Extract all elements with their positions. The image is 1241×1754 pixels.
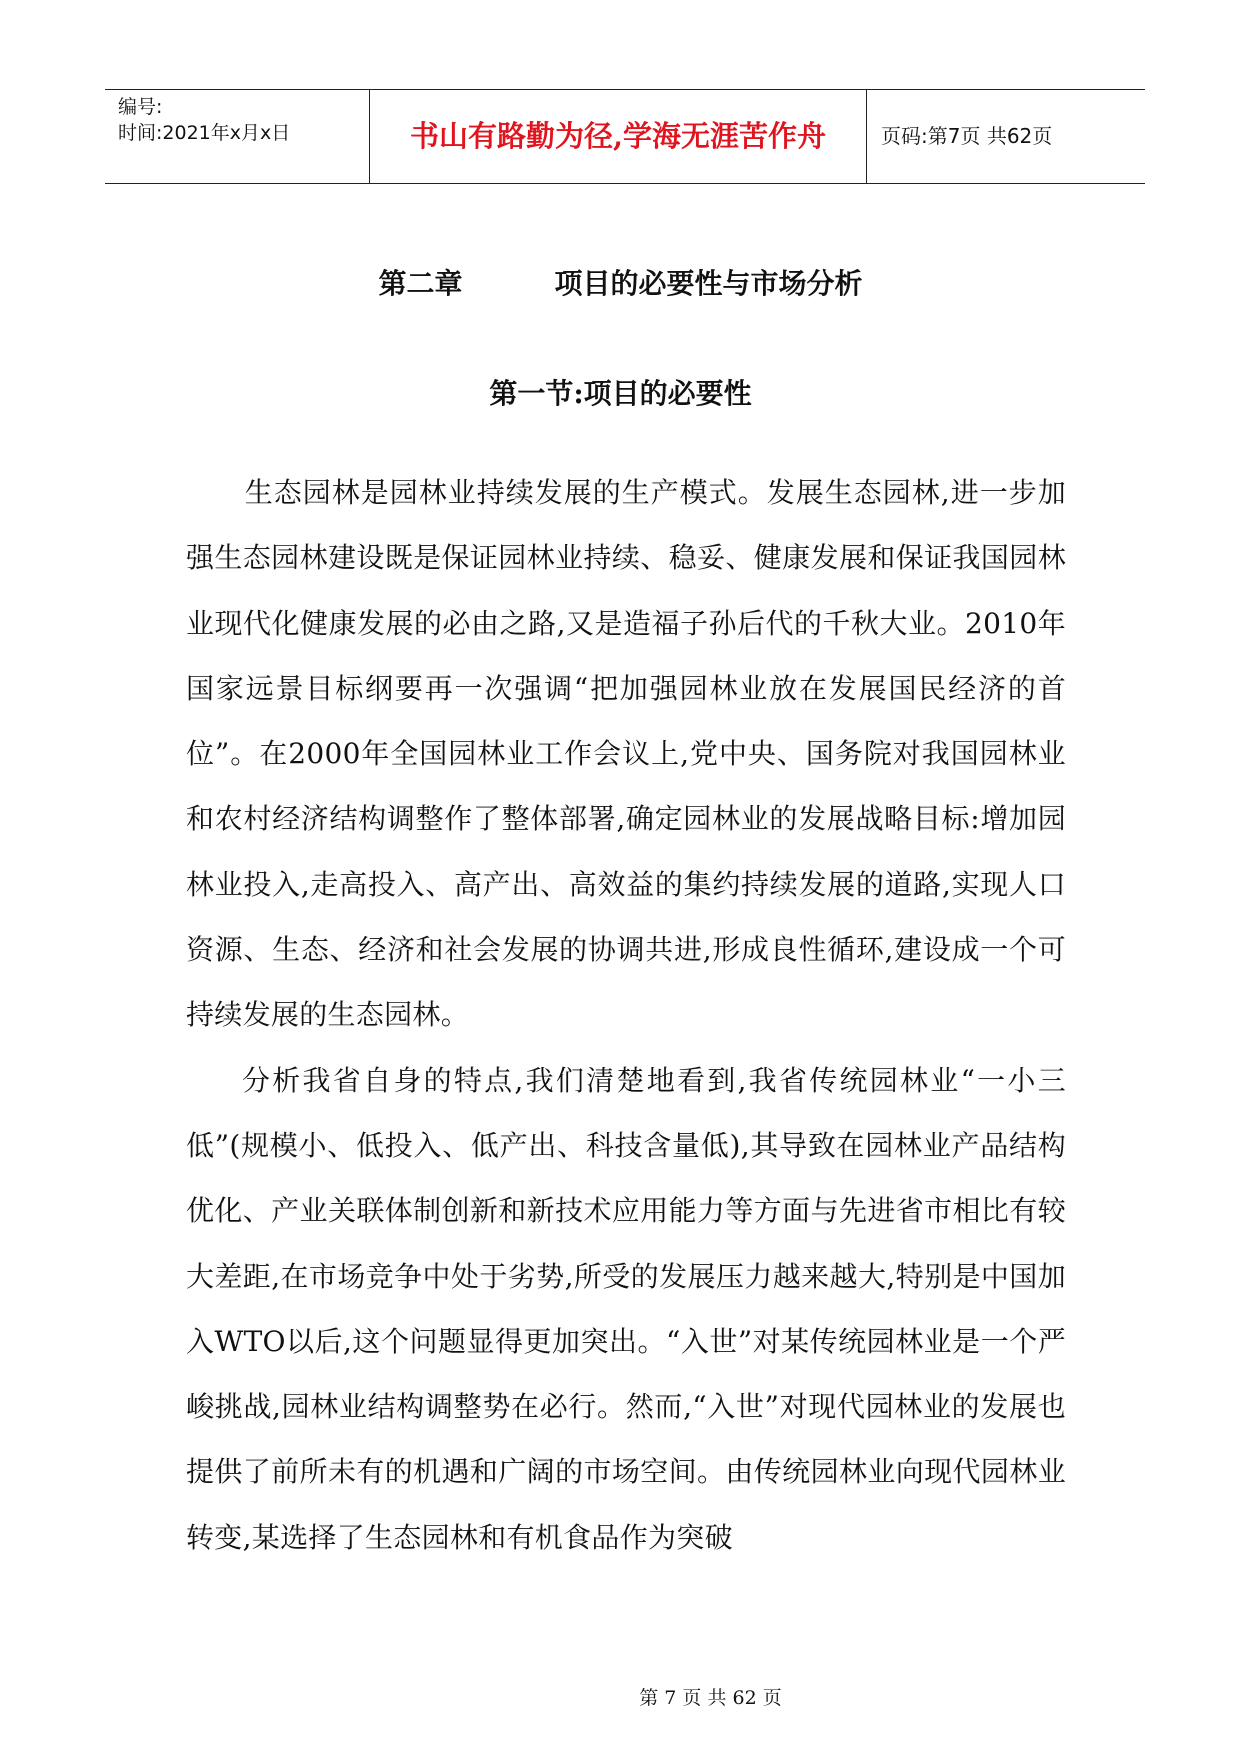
document-header bbox=[105, 89, 1145, 184]
paragraph: 分析我省自身的特点,我们清楚地看到,我省传统园林业“一小三低”(规模小、低投入、低产出、科技含量低),其导致在园林业产品结构优化、产业关联体制创新和新技术应用能力等方面与先进省市相比有较大差距,在市场竞争中处于劣势,所受的发展压力越来越大,特别是中国加入WTO以后,这个问题显得更加突出。“入世”对某传统园林业是一个严峻挑战,园林业结构调整势在必行。然而,“入世”对现代园林业的发展也提供了前所未有的机遇和广阔的市场空间。由传统园林业向现代园林业转变,某选择了生态园林和有机食品作为突破 bbox=[186, 1063, 1066, 1554]
paragraph: 生态园林是园林业持续发展的生产模式。发展生态园林,进一步加强生态园林建设既是保证园林业持续、稳妥、健康发展和保证我国园林业现代化健康发展的必由之路,又是造福子孙后代的千秋大业。2010年国家远景目标纲要再一次强调“把加强园林业放在发展国民经济的首位”。在2000年全国园林业工作会议上,党中央、国务院对我国园林业和农村经济结构调整作了整体部署,确定园林业的发展战略目标:增加园林业投入,走高投入、高产出、高效益的集约持续发展的道路,实现人口资源、生态、经济和社会发展的协调共进,形成良性循环,建设成一个可持续发展的生态园林。 bbox=[186, 476, 1066, 1032]
page-footer: 第 7 页 共 62 页 bbox=[639, 1687, 782, 1709]
chapter-number: 第二章 bbox=[378, 267, 463, 300]
motto-text: 书山有路勤为径,学海无涯苦作舟 bbox=[409, 119, 827, 153]
header-page-cell bbox=[867, 90, 1145, 183]
header-motto-cell bbox=[369, 90, 867, 183]
section-heading: 第一节:项目的必要性 bbox=[489, 377, 752, 410]
number-label: 编号: bbox=[118, 96, 163, 118]
chapter-heading bbox=[0, 262, 1241, 302]
time-label: 时间:2021年x月x日 bbox=[118, 122, 291, 144]
chapter-title: 项目的必要性与市场分析 bbox=[554, 267, 863, 300]
body-text bbox=[186, 460, 1066, 1570]
header-meta-cell bbox=[105, 90, 369, 183]
header-page-info: 页码:第7页 共62页 bbox=[881, 124, 1053, 148]
